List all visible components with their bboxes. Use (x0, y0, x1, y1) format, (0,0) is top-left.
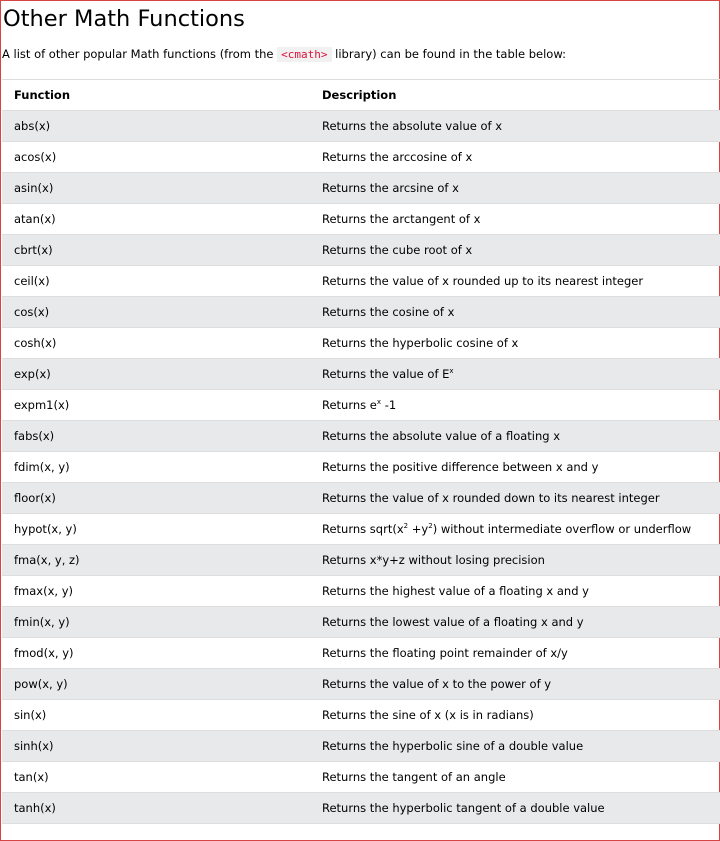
table-row (2, 266, 720, 297)
intro-text-after: library) can be found in the table below: (331, 47, 566, 61)
function-name-cell: cosh(x) (2, 328, 310, 359)
table-row (2, 111, 720, 142)
function-name-cell: cbrt(x) (2, 235, 310, 266)
description-superscript: 2 (428, 522, 433, 530)
function-name-cell: fma(x, y, z) (2, 545, 310, 576)
table-row (2, 359, 720, 390)
function-name-cell: fdim(x, y) (2, 452, 310, 483)
description-text: Returns e (322, 398, 377, 412)
header-function: Function (2, 80, 310, 111)
description-cell: Returns the sine of x (x is in radians) (310, 700, 720, 731)
description-cell: Returns the tangent of an angle (310, 762, 720, 793)
description-text: Returns sqrt(x (322, 522, 404, 536)
table-row (2, 390, 720, 421)
function-name-cell: tan(x) (2, 762, 310, 793)
intro-paragraph (2, 46, 719, 63)
description-cell: Returns x*y+z without losing precision (310, 545, 720, 576)
description-superscript: x (376, 398, 382, 406)
description-cell: Returns the cube root of x (310, 235, 720, 266)
table-row (2, 700, 720, 731)
table-row (2, 421, 720, 452)
description-cell: Returns the absolute value of x (310, 111, 720, 142)
table-row (2, 793, 720, 824)
description-cell: Returns the arcsine of x (310, 173, 720, 204)
table-row (2, 483, 720, 514)
table-row (2, 731, 720, 762)
table-row (2, 173, 720, 204)
function-name-cell: floor(x) (2, 483, 310, 514)
page-title: Other Math Functions (3, 6, 245, 32)
description-cell (310, 514, 720, 545)
function-name-cell: cos(x) (2, 297, 310, 328)
description-cell: Returns the value of x to the power of y (310, 669, 720, 700)
description-cell: Returns the floating point remainder of x/y (310, 638, 720, 669)
header-description: Description (310, 80, 720, 111)
function-name-cell: pow(x, y) (2, 669, 310, 700)
table-row (2, 576, 720, 607)
description-cell: Returns the value of x rounded down to its nearest integer (310, 483, 720, 514)
description-cell: Returns the lowest value of a floating x and y (310, 607, 720, 638)
table-row (2, 235, 720, 266)
description-text: Returns the value of E (322, 367, 450, 381)
table-row (2, 607, 720, 638)
page-content (1, 4, 719, 824)
description-superscript: 2 (403, 522, 409, 530)
table-row (2, 638, 720, 669)
cmath-code: <cmath> (277, 47, 331, 62)
function-name-cell: abs(x) (2, 111, 310, 142)
table-row (2, 328, 720, 359)
function-name-cell: fmod(x, y) (2, 638, 310, 669)
function-name-cell: expm1(x) (2, 390, 310, 421)
table-row (2, 204, 720, 235)
description-cell: Returns the hyperbolic tangent of a double value (310, 793, 720, 824)
description-cell: Returns the hyperbolic cosine of x (310, 328, 720, 359)
table-row (2, 452, 720, 483)
function-name-cell: tanh(x) (2, 793, 310, 824)
function-name-cell: ceil(x) (2, 266, 310, 297)
function-name-cell: sin(x) (2, 700, 310, 731)
function-name-cell: exp(x) (2, 359, 310, 390)
function-name-cell: fmax(x, y) (2, 576, 310, 607)
function-name-cell: fabs(x) (2, 421, 310, 452)
intro-text-before: A list of other popular Math functions (from the (2, 47, 278, 61)
description-cell: Returns the absolute value of a floating x (310, 421, 720, 452)
description-text: -1 (381, 398, 397, 412)
description-cell: Returns the cosine of x (310, 297, 720, 328)
function-name-cell: acos(x) (2, 142, 310, 173)
description-cell: Returns the hyperbolic sine of a double value (310, 731, 720, 762)
function-name-cell: fmin(x, y) (2, 607, 310, 638)
table-body (2, 111, 720, 824)
description-cell (310, 390, 720, 421)
function-name-cell: hypot(x, y) (2, 514, 310, 545)
description-cell: Returns the arccosine of x (310, 142, 720, 173)
description-cell (310, 359, 720, 390)
description-text: ) without intermediate overflow or underflow (432, 522, 692, 536)
description-cell: Returns the positive difference between x and y (310, 452, 720, 483)
description-cell: Returns the arctangent of x (310, 204, 720, 235)
math-functions-table (2, 79, 720, 824)
table-header-row (2, 80, 720, 111)
table-row (2, 545, 720, 576)
description-cell: Returns the highest value of a floating x and y (310, 576, 720, 607)
description-cell: Returns the value of x rounded up to its nearest integer (310, 266, 720, 297)
table-row (2, 297, 720, 328)
table-row (2, 514, 720, 545)
function-name-cell: atan(x) (2, 204, 310, 235)
description-superscript: x (449, 367, 454, 375)
table-row (2, 142, 720, 173)
function-name-cell: asin(x) (2, 173, 310, 204)
table-row (2, 762, 720, 793)
function-name-cell: sinh(x) (2, 731, 310, 762)
table-row (2, 669, 720, 700)
description-text: +y (408, 522, 429, 536)
